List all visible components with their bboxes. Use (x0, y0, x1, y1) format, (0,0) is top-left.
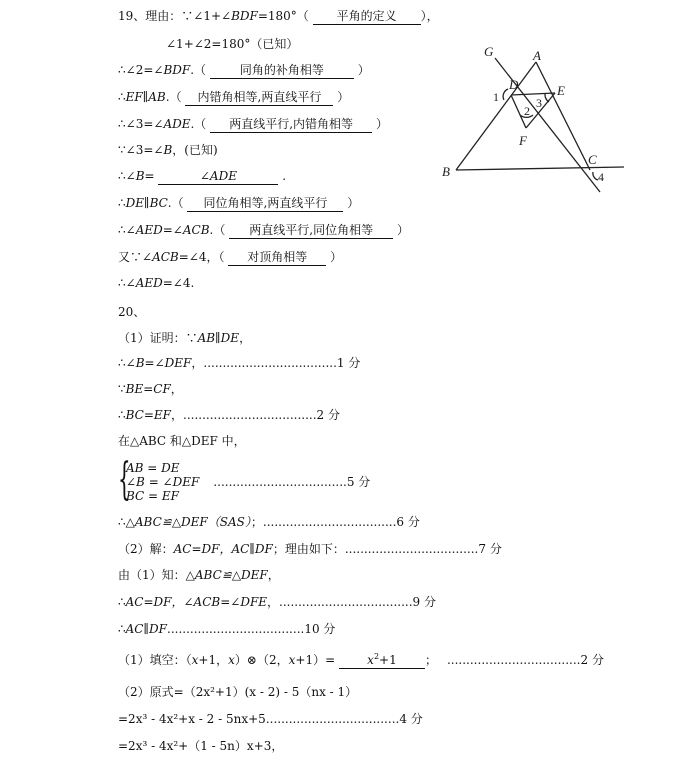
label-angle-3: 3 (536, 96, 542, 110)
geometry-figure (438, 40, 638, 205)
label-angle-1: 1 (493, 90, 499, 104)
q19-answer-8: 对顶角相等 (228, 249, 326, 266)
q19-line-4: ∴EF∥AB.（ 内错角相等,两直线平行 ） (118, 90, 350, 104)
q20-line-7: （2）解：AC=DF，AC∥DF；理由如下：...................................7 分 (118, 542, 502, 556)
q19-line-9: ∴∠AED=∠ACB.（ 两直线平行,同位角相等 ） (118, 223, 410, 237)
q19-line-1: 19、理由：∵∠1+∠BDF=180°（ 平角的定义 ）， (118, 9, 439, 23)
angle-arc-1 (503, 89, 508, 100)
q20-line-3: ∵BE=CF， (118, 382, 183, 396)
q19-answer-1: 平角的定义 (313, 8, 421, 25)
q20-line-10: ∴AC∥DF....................................10 分 (118, 622, 336, 636)
q19-line-7: ∴∠B= ∠ADE . (118, 169, 287, 183)
q20-line-2: ∴∠B=∠DEF，...................................1 分 (118, 356, 361, 370)
q21-line-1: （1）填空：（x+1，x）⊗（2，$x+1)= x^2+1$ ； ...................................2 分 (118, 652, 604, 667)
side-ac (536, 62, 590, 170)
label-c: C (588, 152, 597, 167)
label-e: E (557, 83, 565, 98)
q19-answer-6: 同位角相等,两直线平行 (187, 195, 343, 212)
label-g: G (484, 44, 494, 59)
q19-line-6: ∵∠3=∠B，(已知) (118, 143, 218, 157)
q21-line-3: =2x³ - 4x²+x - 2 - 5nx+5...................................4 分 (118, 712, 423, 726)
label-angle-4: 4 (598, 170, 604, 184)
q20-line-8: 由（1）知：△ABC≌△DEF， (118, 568, 280, 582)
label-f: F (519, 133, 527, 148)
label-angle-2: 2 (524, 104, 530, 118)
q20-line-4: ∴BC=EF，...................................2 分 (118, 408, 340, 422)
q20-line-9: ∴AC=DF，∠ACB=∠DFE，...................................9 分 (118, 595, 437, 609)
q19-answer-3: 内错角相等,两直线平行 (185, 89, 333, 106)
q19-line-10: 又∵∠ACB=∠4，（ 对顶角相等 ） (118, 250, 343, 264)
segment-de (511, 93, 555, 95)
q21-answer-1: $x^2+1$ (339, 652, 425, 669)
q20-line-5: 在△ABC 和△DEF 中， (118, 434, 246, 448)
q20-line-1: （1）证明：∵AB∥DE， (118, 331, 252, 345)
q19-line-3: ∴∠2=∠BDF.（ 同角的补角相等 ） (118, 63, 370, 77)
system-row-1: AB = DE (126, 461, 180, 475)
q19-answer-5: ∠ADE (158, 168, 278, 185)
q19-answer-7: 两直线平行,同位角相等 (229, 222, 393, 239)
q19-answer-2: 同角的补角相等 (210, 62, 354, 79)
q19-line-2: ∠1+∠2=180°（已知） (166, 37, 299, 51)
q20-title: 20、 (118, 305, 146, 319)
label-b: B (442, 164, 450, 179)
q19-line-8: ∴DE∥BC.（ 同位角相等,两直线平行 ） (118, 196, 360, 210)
q19-line-11: ∴∠AED=∠4. (118, 276, 195, 290)
q19-answer-4: 两直线平行,内错角相等 (210, 116, 372, 133)
angle-arc-3 (545, 94, 549, 102)
label-d: D (509, 77, 519, 92)
system-row-3: BC = EF (126, 489, 179, 503)
label-a: A (533, 48, 541, 63)
q21-line-4: =2x³ - 4x²+（1 - 5n）x+3， (118, 739, 284, 753)
q20-line-6: ∴△ABC≌△DEF（SAS）；...................................6 分 (118, 515, 420, 529)
left-brace: { (118, 454, 131, 505)
system-row-2: ∠B = ∠DEF ...................................5 分 (126, 475, 371, 489)
q21-line-2: （2）原式=（2x²+1）(x - 2) - 5（nx - 1） (118, 685, 358, 699)
q19-line-5: ∴∠3=∠ADE.（ 两直线平行,内错角相等 ） (118, 117, 388, 131)
